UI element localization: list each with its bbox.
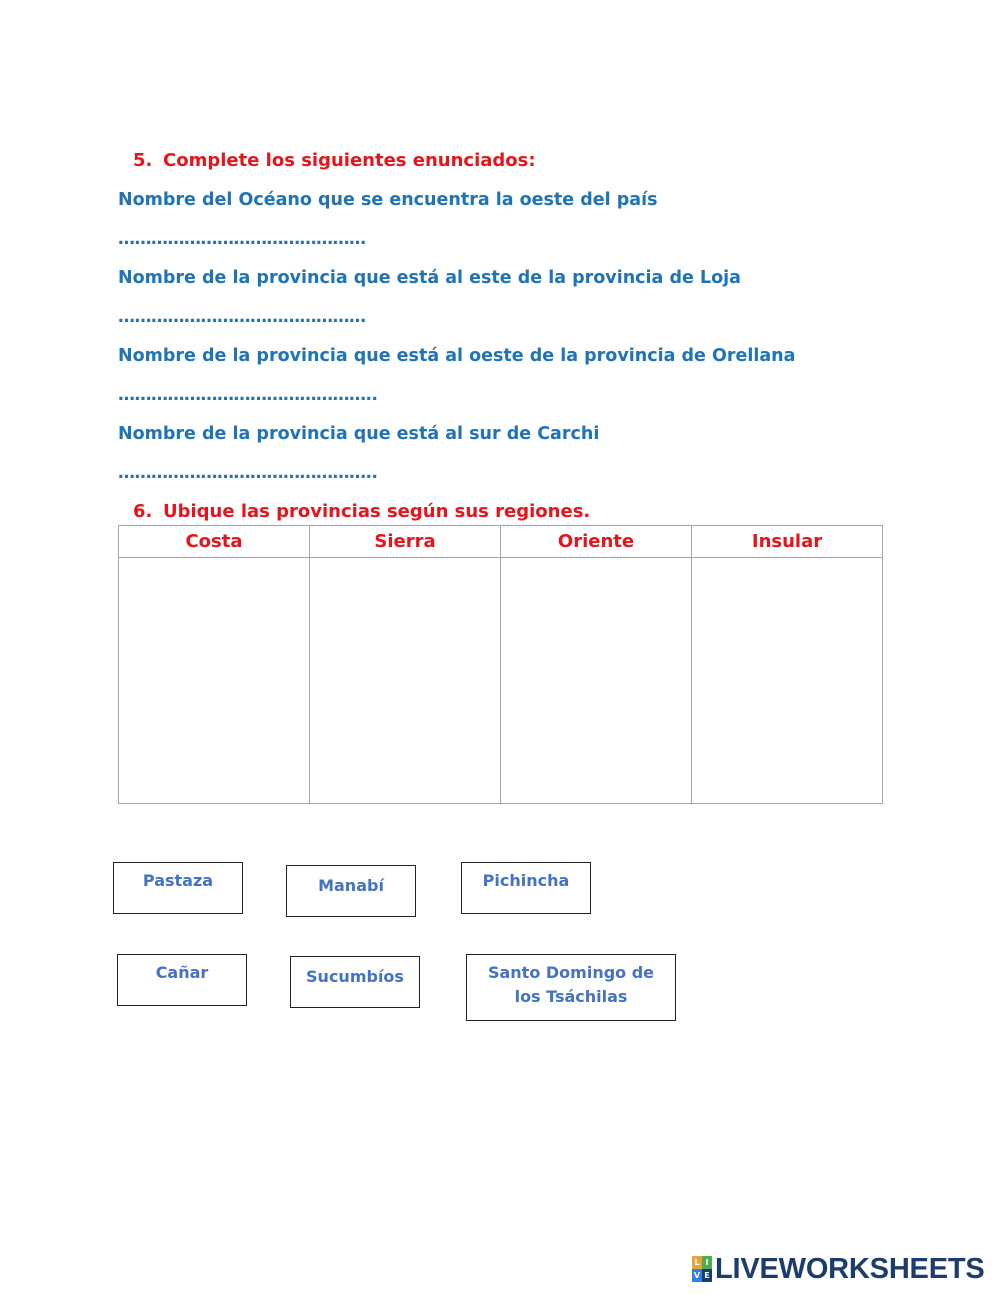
logo-letter-e: E: [702, 1269, 712, 1282]
answer-blank-ocean[interactable]: ………………………………………: [118, 229, 366, 249]
question-5-number: 5.: [133, 150, 153, 171]
regions-table: [118, 525, 883, 804]
statement-east-of-loja: Nombre de la provincia que está al este de la provincia de Loja: [118, 268, 741, 288]
liveworksheets-logo-icon: [692, 1256, 712, 1282]
card-manabi[interactable]: Manabí: [286, 865, 416, 917]
question-5-text: Complete los siguientes enunciados:: [163, 150, 536, 171]
regions-drop-row: [119, 558, 883, 804]
liveworksheets-wordmark: LIVEWORKSHEETS: [715, 1252, 985, 1285]
answer-blank-south-of-carchi[interactable]: ………………………………………..: [118, 463, 378, 483]
question-5-title: [133, 150, 536, 171]
card-canar[interactable]: Cañar: [117, 954, 247, 1006]
column-header-sierra: Sierra: [310, 526, 501, 558]
logo-letter-i: I: [702, 1256, 712, 1269]
statement-west-of-orellana: Nombre de la provincia que está al oeste de la provincia de Orellana: [118, 346, 796, 366]
card-pichincha[interactable]: Pichincha: [461, 862, 591, 914]
question-6-title: [133, 501, 590, 522]
column-header-oriente: Oriente: [501, 526, 692, 558]
card-santo-domingo[interactable]: Santo Domingo de los Tsáchilas: [466, 954, 676, 1021]
question-6-text: Ubique las provincias según sus regiones.: [163, 501, 591, 522]
drop-zone-costa[interactable]: [119, 558, 310, 804]
column-header-costa: Costa: [119, 526, 310, 558]
question-6-number: 6.: [133, 501, 153, 522]
card-sucumbios[interactable]: Sucumbíos: [290, 956, 420, 1008]
card-pastaza[interactable]: Pastaza: [113, 862, 243, 914]
logo-letter-l: L: [692, 1256, 702, 1269]
drop-zone-sierra[interactable]: [310, 558, 501, 804]
answer-blank-west-of-orellana[interactable]: ………………………………………..: [118, 385, 378, 405]
column-header-insular: Insular: [692, 526, 883, 558]
regions-header-row: [119, 526, 883, 558]
statement-south-of-carchi: Nombre de la provincia que está al sur de Carchi: [118, 424, 600, 444]
answer-blank-east-of-loja[interactable]: ………………………………………: [118, 307, 366, 327]
drop-zone-insular[interactable]: [692, 558, 883, 804]
statement-ocean: Nombre del Océano que se encuentra la oeste del país: [118, 190, 658, 210]
drop-zone-oriente[interactable]: [501, 558, 692, 804]
liveworksheets-brand: [692, 1253, 985, 1285]
logo-letter-v: V: [693, 1271, 701, 1280]
